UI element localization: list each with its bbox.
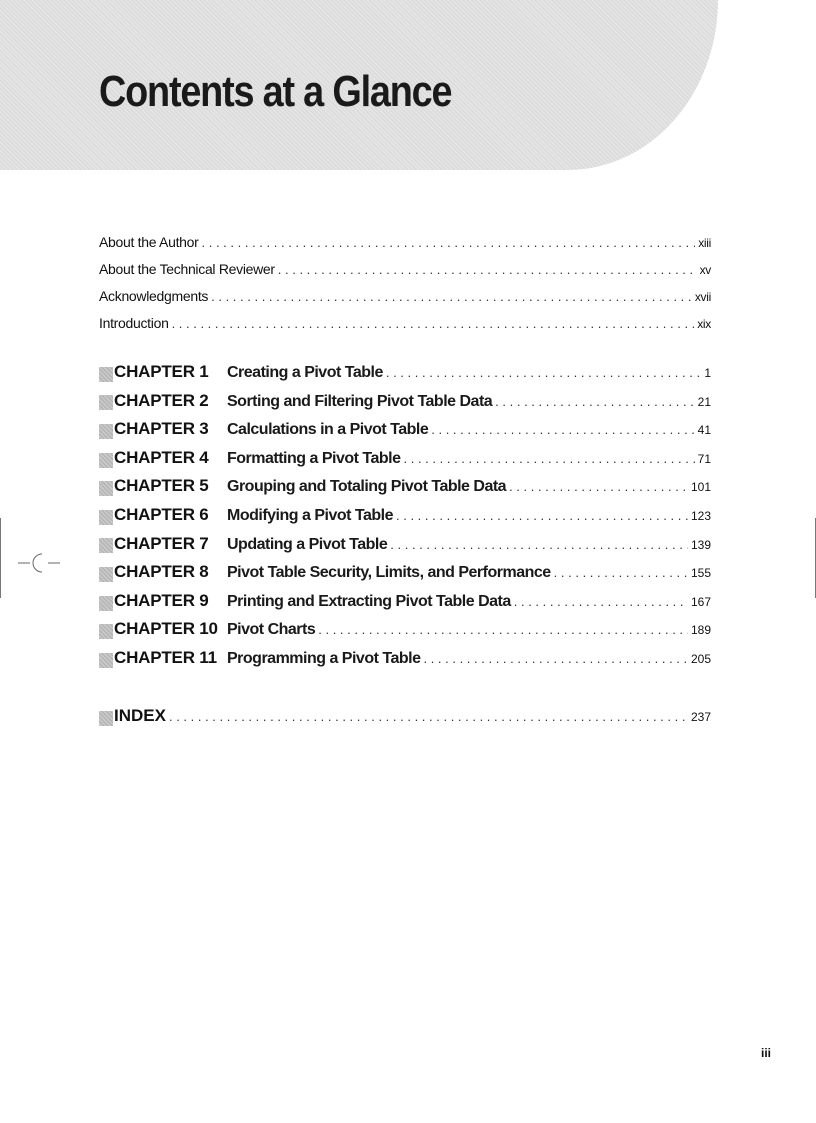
hatched-square-icon — [99, 653, 113, 668]
hatched-square-icon — [99, 367, 113, 382]
dot-leader — [431, 418, 694, 442]
hatched-square-icon — [99, 596, 113, 611]
hatched-square-icon — [99, 711, 113, 726]
chapter-entry[interactable] — [99, 589, 711, 618]
index-label: INDEX — [114, 706, 166, 725]
dot-leader — [509, 475, 688, 499]
chapter-entry[interactable] — [99, 646, 711, 675]
chapter-number: CHAPTER 10 — [114, 619, 218, 639]
index-list — [99, 704, 711, 732]
toc-entry[interactable] — [99, 259, 711, 286]
dot-leader — [423, 647, 688, 671]
chapter-page: 205 — [690, 651, 711, 666]
dot-leader — [169, 705, 688, 729]
chapter-entry[interactable] — [99, 417, 711, 446]
chapter-title: Pivot Charts — [227, 621, 316, 639]
dot-leader — [554, 561, 688, 585]
chapter-list — [99, 360, 711, 675]
toc-entry[interactable] — [99, 313, 711, 340]
chapter-number: CHAPTER 11 — [114, 647, 217, 667]
dot-leader — [172, 314, 695, 334]
edge-mark-left — [0, 518, 1, 598]
toc-entry-label: Introduction — [99, 315, 169, 331]
front-matter-list — [99, 232, 711, 340]
page-number: iii — [761, 1046, 772, 1060]
hatched-square-icon — [99, 395, 113, 410]
toc-entry[interactable] — [99, 232, 711, 259]
chapter-page: 189 — [690, 623, 711, 638]
chapter-title: Creating a Pivot Table — [227, 364, 383, 381]
dot-leader — [396, 504, 688, 528]
chapter-page: 21 — [697, 394, 711, 409]
chapter-number: CHAPTER 9 — [114, 590, 209, 610]
chapter-number: CHAPTER 6 — [114, 504, 209, 524]
chapter-page: 155 — [690, 566, 711, 581]
chapter-title: Pivot Table Security, Limits, and Performance — [227, 564, 551, 582]
chapter-title: Grouping and Totaling Pivot Table Data — [227, 478, 507, 496]
toc-entry-label: About the Technical Reviewer — [99, 261, 275, 277]
dot-leader — [390, 533, 688, 557]
chapter-number: CHAPTER 8 — [114, 562, 209, 582]
chapter-page: 71 — [697, 451, 711, 466]
chapter-entry[interactable] — [99, 617, 711, 646]
dot-leader — [278, 260, 697, 280]
toc-entry-page: xvii — [694, 290, 711, 304]
index-page: 237 — [690, 710, 711, 724]
chapter-entry[interactable] — [99, 446, 711, 475]
chapter-page: 123 — [690, 508, 711, 523]
chapter-number: CHAPTER 3 — [114, 419, 209, 439]
chapter-number: CHAPTER 1 — [114, 362, 209, 381]
chapter-number: CHAPTER 4 — [114, 447, 209, 467]
toc-entry-page: xix — [697, 317, 711, 331]
chapter-title: Updating a Pivot Table — [227, 535, 388, 553]
chapter-title: Programming a Pivot Table — [227, 649, 421, 667]
chapter-entry[interactable] — [99, 503, 711, 532]
registration-mark-icon — [18, 548, 60, 578]
chapter-title: Formatting a Pivot Table — [227, 449, 401, 467]
toc-entry-label: Acknowledgments — [99, 288, 209, 304]
chapter-entry[interactable] — [99, 474, 711, 503]
dot-leader — [211, 287, 692, 307]
chapter-number: CHAPTER 2 — [114, 390, 209, 410]
chapter-entry[interactable] — [99, 532, 711, 561]
dot-leader — [202, 233, 696, 253]
chapter-page: 167 — [690, 594, 711, 609]
toc-entry[interactable] — [99, 286, 711, 313]
hatched-square-icon — [99, 453, 113, 468]
chapter-title: Printing and Extracting Pivot Table Data — [227, 592, 511, 610]
chapter-title: Modifying a Pivot Table — [227, 506, 393, 524]
hatched-square-icon — [99, 538, 113, 553]
chapter-entry[interactable] — [99, 360, 711, 389]
dot-leader — [318, 618, 688, 642]
chapter-title: Sorting and Filtering Pivot Table Data — [227, 392, 493, 410]
toc-entry-label: About the Author — [99, 234, 199, 250]
chapter-title: Calculations in a Pivot Table — [227, 421, 429, 439]
hatched-square-icon — [99, 424, 113, 439]
toc-entry-page: xv — [699, 263, 711, 277]
hatched-square-icon — [99, 624, 113, 639]
toc-entry-page: xiii — [698, 236, 711, 250]
chapter-entry[interactable] — [99, 389, 711, 418]
page-title: Contents at a Glance — [99, 67, 452, 116]
chapter-page: 1 — [704, 366, 711, 380]
chapter-number: CHAPTER 5 — [114, 476, 209, 496]
dot-leader — [404, 447, 695, 471]
chapter-page: 139 — [690, 537, 711, 552]
index-entry[interactable] — [99, 704, 711, 732]
chapter-page: 41 — [697, 423, 711, 438]
dot-leader — [386, 361, 701, 385]
hatched-square-icon — [99, 510, 113, 525]
dot-leader — [495, 390, 694, 414]
hatched-square-icon — [99, 567, 113, 582]
chapter-page: 101 — [690, 480, 711, 495]
dot-leader — [514, 590, 688, 614]
chapter-number: CHAPTER 7 — [114, 533, 209, 553]
hatched-square-icon — [99, 481, 113, 496]
chapter-entry[interactable] — [99, 560, 711, 589]
